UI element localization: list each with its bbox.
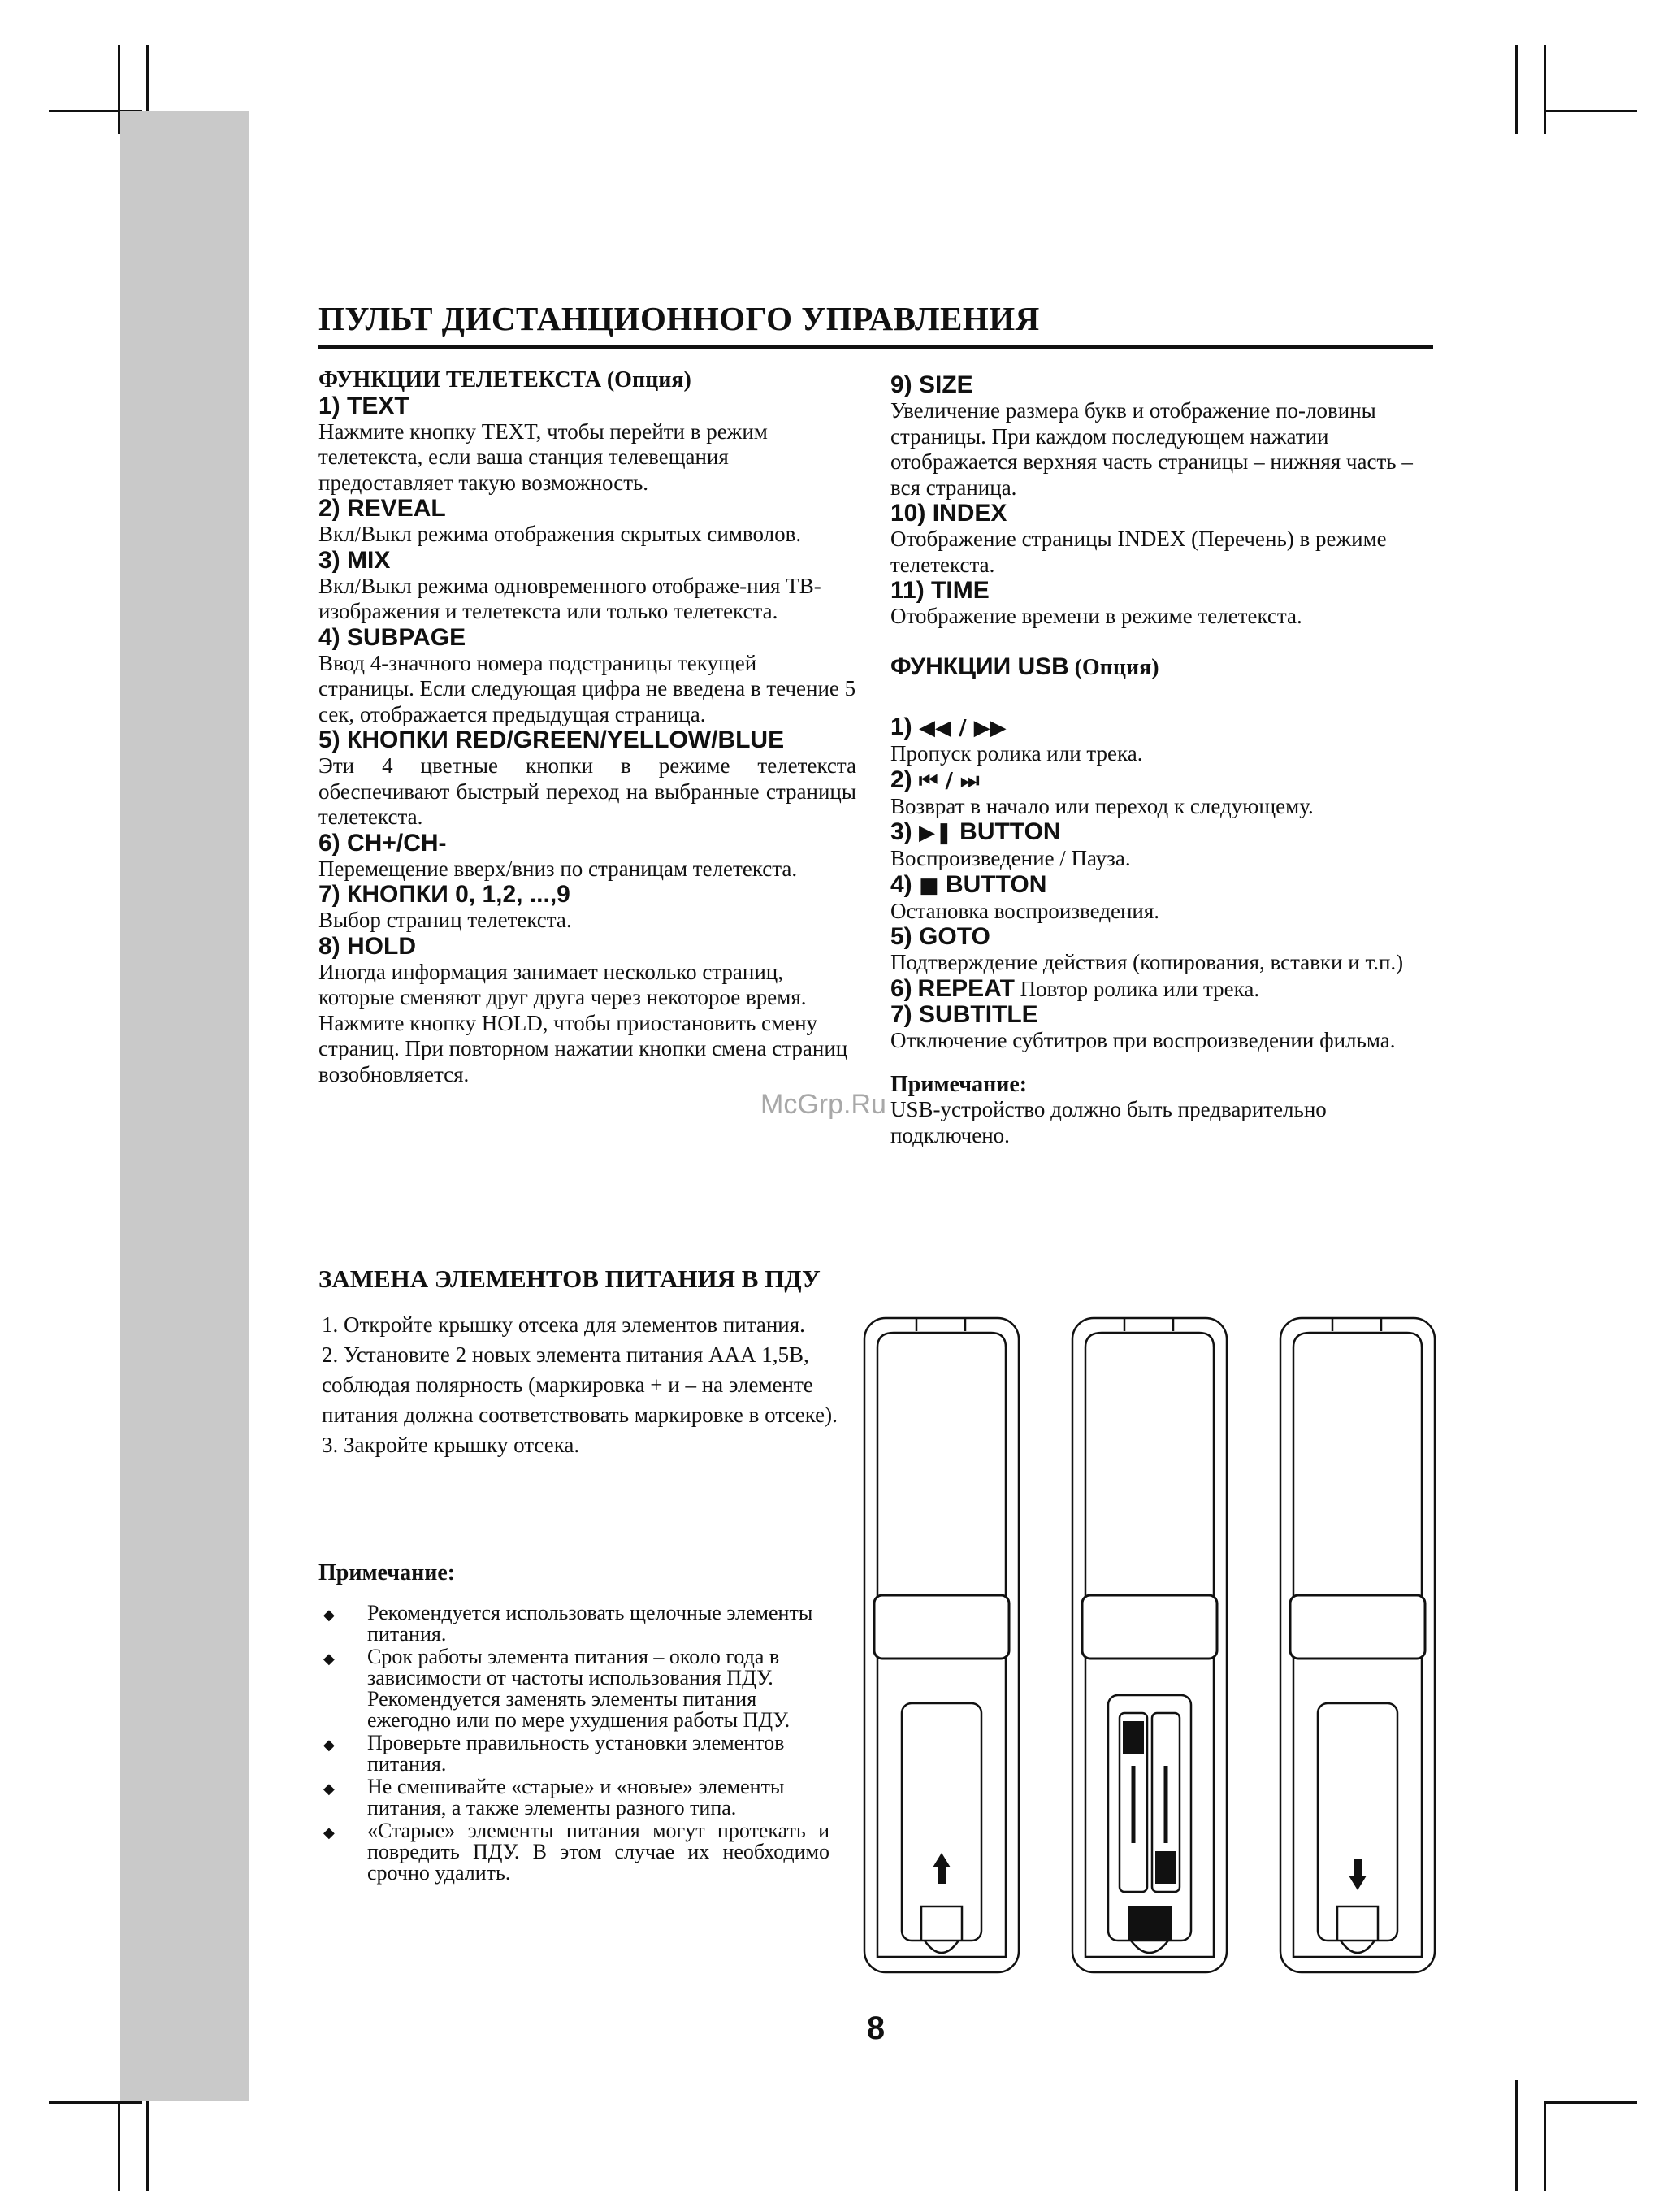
teletext-item-text: Увеличение размера букв и отображение по-ловины страницы. При каждом последующем нажатии отображается верхняя часть страницы – нижняя часть – вся страница. (890, 398, 1413, 500)
teletext-item-title: 10) INDEX (890, 500, 1007, 527)
battery-steps (322, 1310, 850, 1460)
crop-mark (118, 2101, 120, 2191)
teletext-item-text: Нажмите кнопку TEXT, чтобы перейти в режим телетекста, если ваша станция телевещания предоставляет такую возможность. (318, 419, 768, 495)
usb-item-text: Остановка воспроизведения. (890, 898, 1160, 923)
battery-step: 3. Закройте крышку отсека. (322, 1433, 580, 1457)
usb-item (890, 872, 1435, 925)
teletext-item-title: 6) CH+/CH- (318, 829, 447, 857)
battery-notes (322, 1603, 830, 1885)
page-title: ПУЛЬТ ДИСТАНЦИОННОГО УПРАВЛЕНИЯ (318, 300, 1040, 337)
usb-item-text: Подтверждение действия (копирования, вставки и т.п.) (890, 950, 1404, 974)
watermark: McGrp.Ru (760, 1089, 886, 1120)
list-item: ◆ Срок работы элемента питания – около года в зависимости от частоты использования ПДУ. Рекомендуется заменять элементы питания ежегодно или по мере ухудшения работы ПДУ. (323, 1645, 791, 1732)
usb-item-title: BUTTON (945, 870, 1047, 898)
usb-note-text: USB-устройство должно быть предварительно подключено. (890, 1097, 1327, 1147)
teletext-heading (318, 367, 856, 393)
teletext-heading-option: (Опция) (606, 367, 691, 393)
usb-item-title: REPEAT (917, 974, 1015, 1002)
usb-item-text: Воспроизведение / Пауза. (890, 846, 1131, 870)
teletext-column-right (890, 372, 1435, 1148)
bullet-icon: ◆ (323, 1780, 335, 1797)
teletext-item-title: 8) HOLD (318, 932, 416, 960)
usb-item-number: 2) (890, 766, 912, 793)
battery-step: 1. Откройте крышку отсека для элементов питания. (322, 1312, 805, 1337)
battery-step: 2. Установите 2 новых элемента питания ААА 1,5В, соблюдая полярность (маркировка + и – на элементе питания должна соответствовать маркировке в отсеке). (322, 1342, 838, 1427)
bullet-icon: ◆ (323, 1737, 335, 1753)
teletext-item-text: Вкл/Выкл режима отображения скрытых символов. (318, 522, 802, 546)
teletext-item-text: Ввод 4-значного номера подстраницы текущей страницы. Если следующая цифра не введена в течение 5 сек, отображается предыдущая страница. (318, 650, 856, 726)
teletext-item-text: Перемещение вверх/вниз по страницам телетекста. (318, 856, 798, 881)
usb-item-text: Отключение субтитров при воспроизведении фильма. (890, 1028, 1396, 1052)
usb-item (890, 714, 1435, 767)
teletext-item-title: 4) SUBPAGE (318, 623, 466, 651)
usb-item-text: Повтор ролика или трека. (1020, 976, 1260, 1001)
teletext-item-text: Иногда информация занимает несколько страниц, которые сменяют друг друга через некоторое время. Нажмите кнопку HOLD, чтобы приостановить смену страниц. При повторном нажатии кнопки смена страниц возобновляется. (318, 959, 848, 1086)
remote-batteries-illustration (1072, 1318, 1227, 1972)
teletext-item-text: Отображение времени в режиме телетекста. (890, 604, 1302, 628)
usb-item (890, 767, 1435, 820)
remote-illustrations (861, 1315, 1438, 1977)
crop-mark (1544, 2101, 1546, 2191)
teletext-column-left (318, 367, 856, 1087)
teletext-item-title: 2) REVEAL (318, 495, 446, 522)
usb-item (890, 976, 1435, 1003)
bullet-icon: ◆ (323, 1650, 335, 1667)
remote-close-cover-illustration (1280, 1318, 1435, 1972)
title-divider (318, 345, 1433, 349)
usb-item-text: Пропуск ролика или трека. (890, 741, 1143, 766)
teletext-item-text: Эти 4 цветные кнопки в режиме телетекста обеспечивают быстрый переход на выбранные страницы телетекста. (318, 753, 856, 829)
usb-item-title: BUTTON (959, 818, 1061, 845)
usb-item-number: 6) (890, 974, 912, 1002)
usb-item-number: 7) (890, 1001, 912, 1028)
teletext-item-title: 1) TEXT (318, 392, 409, 419)
play-pause-icon: ▶❚ (919, 821, 953, 845)
sidebar-band (120, 111, 249, 2101)
bullet-icon: ◆ (323, 1824, 335, 1841)
teletext-item-text: Выбор страниц телетекста. (318, 908, 572, 932)
list-item: ◆ Не смешивайте «старые» и «новые» элементы питания, а также элементы разного типа. (323, 1775, 785, 1819)
list-item: ◆ Проверьте правильность установки элементов питания. (323, 1731, 785, 1776)
list-item: ◆ Рекомендуется использовать щелочные элементы питания. (323, 1601, 813, 1646)
teletext-item-text: Отображение страницы INDEX (Перечень) в режиме телетекста. (890, 527, 1387, 577)
crop-mark (1544, 45, 1546, 134)
bullet-icon: ◆ (323, 1607, 335, 1623)
usb-item-title: SUBTITLE (919, 1001, 1038, 1028)
usb-item-text: Возврат в начало или переход к следующему. (890, 793, 1314, 818)
crop-mark (49, 2101, 142, 2104)
list-item: ◆ «Старые» элементы питания могут протекать и повредить ПДУ. В этом случае их необходимо срочно удалить. (323, 1819, 830, 1885)
rewind-forward-icon: ◀◀ / ▶▶ (919, 716, 1007, 740)
usb-item (890, 819, 1435, 872)
teletext-item-title: 11) TIME (890, 577, 990, 604)
usb-item-number: 4) (890, 870, 912, 898)
usb-item (890, 924, 1435, 976)
battery-note-label: Примечание: (318, 1560, 456, 1585)
usb-note-label: Примечание: (890, 1071, 1028, 1097)
usb-item-number: 3) (890, 818, 912, 845)
crop-mark (1544, 110, 1637, 112)
usb-heading-option: (Опция) (1074, 654, 1159, 680)
teletext-item-title: 9) SIZE (890, 371, 973, 398)
teletext-item-title: 5) КНОПКИ RED/GREEN/YELLOW/BLUE (318, 726, 785, 753)
battery-heading: ЗАМЕНА ЭЛЕМЕНТОВ ПИТАНИЯ В ПДУ (318, 1264, 821, 1293)
teletext-item-text: Вкл/Выкл режима одновременного отображе-ния ТВ-изображения и телетекста или только телетекста. (318, 573, 821, 623)
page-number: 8 (866, 2010, 886, 2046)
usb-item-title: GOTO (919, 923, 990, 950)
usb-heading (890, 654, 1435, 681)
remote-open-cover-illustration (864, 1318, 1019, 1972)
teletext-item-title: 7) КНОПКИ 0, 1,2, ...,9 (318, 881, 570, 908)
usb-item-number: 5) (890, 923, 912, 950)
crop-mark (1544, 2101, 1637, 2104)
teletext-item-title: 3) MIX (318, 546, 391, 574)
usb-item (890, 1002, 1435, 1054)
prev-next-track-icon: ⏮ / ⏭ (919, 768, 980, 793)
teletext-heading-main: ФУНКЦИИ ТЕЛЕТЕКСТА (318, 367, 602, 393)
crop-mark (1515, 45, 1518, 134)
stop-icon: ■ (919, 873, 939, 898)
usb-item-number: 1) (890, 713, 912, 740)
crop-mark (1515, 2080, 1518, 2191)
usb-heading-main: ФУНКЦИИ USB (890, 653, 1069, 680)
